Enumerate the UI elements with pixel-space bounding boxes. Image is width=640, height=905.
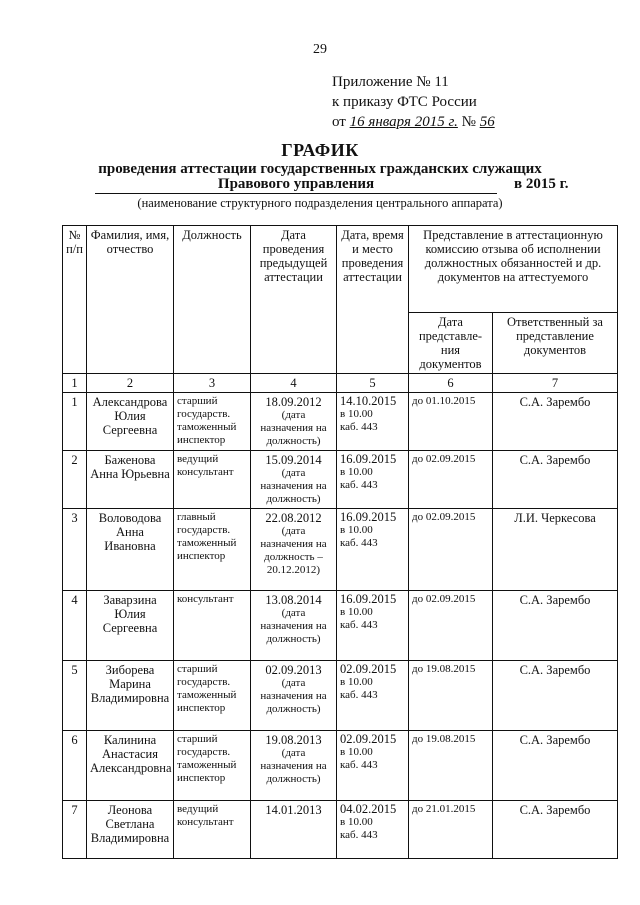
page-number: 29 bbox=[313, 42, 327, 57]
employee-position: консультант bbox=[174, 591, 251, 661]
employee-position: ведущий консультант bbox=[174, 801, 251, 859]
column-number: 7 bbox=[493, 374, 618, 393]
previous-attestation-note: (дата назначения на должность) bbox=[260, 409, 327, 447]
row-number: 1 bbox=[63, 393, 87, 451]
attestation-time: в 10.00 bbox=[340, 408, 373, 420]
annex-line-3 bbox=[332, 112, 531, 132]
responsible-person: С.А. Зарембо bbox=[493, 731, 618, 801]
row-number: 3 bbox=[63, 509, 87, 591]
header-position: Должность bbox=[174, 226, 251, 374]
header-name: Фамилия, имя, отчество bbox=[87, 226, 174, 374]
attestation-place: каб. 443 bbox=[340, 619, 378, 631]
employee-position: старший государств. таможенный инспектор bbox=[174, 661, 251, 731]
row-number: 4 bbox=[63, 591, 87, 661]
responsible-person: С.А. Зарембо bbox=[493, 393, 618, 451]
previous-attestation-note: (дата назначения на должность) bbox=[260, 607, 327, 645]
attestation-place: каб. 443 bbox=[340, 829, 378, 841]
attestation-place: каб. 443 bbox=[340, 421, 378, 433]
attestation-schedule-table bbox=[62, 225, 618, 859]
submission-date: до 02.09.2015 bbox=[409, 451, 493, 509]
employee-position: главный государств. таможенный инспектор bbox=[174, 509, 251, 591]
previous-attestation-date: 18.09.2012 bbox=[265, 395, 322, 409]
submission-date: до 02.09.2015 bbox=[409, 591, 493, 661]
annex-number-label: № bbox=[461, 114, 476, 130]
header-prev-date: Дата проведения предыдущей аттестации bbox=[251, 226, 337, 374]
attestation-date: 02.09.2015 bbox=[340, 732, 397, 746]
table-row bbox=[63, 661, 618, 731]
document-title: ГРАФИК bbox=[281, 140, 359, 160]
responsible-person: С.А. Зарембо bbox=[493, 661, 618, 731]
attestation-date: 14.10.2015 bbox=[340, 394, 397, 408]
table-header-row bbox=[63, 226, 618, 313]
department-note: (наименование структурного подразделения центрального аппарата) bbox=[137, 196, 503, 210]
submission-date: до 19.08.2015 bbox=[409, 661, 493, 731]
attestation-date: 16.09.2015 bbox=[340, 452, 397, 466]
document-year: в 2015 г. bbox=[514, 176, 569, 192]
annex-block bbox=[332, 72, 531, 132]
table-body bbox=[63, 393, 618, 859]
attestation-date: 16.09.2015 bbox=[340, 510, 397, 524]
column-number: 3 bbox=[174, 374, 251, 393]
employee-name: Зиборева Марина Владимировна bbox=[87, 661, 174, 731]
previous-attestation-note: (дата назначения на должность) bbox=[260, 747, 327, 785]
header-num: № п/п bbox=[63, 226, 87, 374]
previous-attestation-date: 15.09.2014 bbox=[265, 453, 322, 467]
table-row bbox=[63, 509, 618, 591]
submission-date: до 01.10.2015 bbox=[409, 393, 493, 451]
attestation-place: каб. 443 bbox=[340, 479, 378, 491]
responsible-person: Л.И. Черкесова bbox=[493, 509, 618, 591]
previous-attestation-note: (дата назначения на должность – 20.12.2012) bbox=[260, 525, 327, 576]
attestation-date: 04.02.2015 bbox=[340, 802, 397, 816]
column-number: 5 bbox=[337, 374, 409, 393]
document-subtitle: проведения аттестации государственных гражданских служащих bbox=[98, 161, 542, 177]
annex-line-2: к приказу ФТС России bbox=[332, 94, 477, 110]
submission-date: до 02.09.2015 bbox=[409, 509, 493, 591]
attestation-time: в 10.00 bbox=[340, 676, 373, 688]
employee-name: Леонова Светлана Владимировна bbox=[87, 801, 174, 859]
attestation-place: каб. 443 bbox=[340, 689, 378, 701]
row-number: 5 bbox=[63, 661, 87, 731]
previous-attestation-note: (дата назначения на должность) bbox=[260, 677, 327, 715]
header-datetime-place: Дата, время и место проведения аттестации bbox=[337, 226, 409, 374]
column-number: 6 bbox=[409, 374, 493, 393]
annex-number: 56 bbox=[479, 114, 495, 130]
header-submission: Представление в аттестационную комиссию отзыва об исполнении должностных обязанностей и др. документов на аттестуемого bbox=[409, 226, 618, 313]
employee-name: Баженова Анна Юрьевна bbox=[87, 451, 174, 509]
column-number-row bbox=[63, 374, 618, 393]
previous-attestation-date: 22.08.2012 bbox=[265, 511, 322, 525]
header-sub-date: Дата представле-ния документов bbox=[409, 313, 493, 374]
employee-position: ведущий консультант bbox=[174, 451, 251, 509]
annex-line-1: Приложение № 11 bbox=[332, 74, 449, 90]
employee-name: Воловодова Анна Ивановна bbox=[87, 509, 174, 591]
previous-attestation-date: 19.08.2013 bbox=[265, 733, 322, 747]
attestation-time: в 10.00 bbox=[340, 746, 373, 758]
submission-date: до 21.01.2015 bbox=[409, 801, 493, 859]
table-row bbox=[63, 801, 618, 859]
table-row bbox=[63, 393, 618, 451]
attestation-time: в 10.00 bbox=[340, 816, 373, 828]
previous-attestation-date: 13.08.2014 bbox=[265, 593, 322, 607]
attestation-time: в 10.00 bbox=[340, 524, 373, 536]
column-number: 4 bbox=[251, 374, 337, 393]
column-number: 1 bbox=[63, 374, 87, 393]
attestation-place: каб. 443 bbox=[340, 759, 378, 771]
attestation-date: 16.09.2015 bbox=[340, 592, 397, 606]
responsible-person: С.А. Зарембо bbox=[493, 451, 618, 509]
row-number: 7 bbox=[63, 801, 87, 859]
table-row bbox=[63, 451, 618, 509]
annex-date: 16 января 2015 г. bbox=[349, 114, 458, 130]
previous-attestation-note: (дата назначения на должность) bbox=[260, 467, 327, 505]
employee-name: Калинина Анастасия Александровна bbox=[87, 731, 174, 801]
previous-attestation-date: 02.09.2013 bbox=[265, 663, 322, 677]
attestation-time: в 10.00 bbox=[340, 606, 373, 618]
responsible-person: С.А. Зарембо bbox=[493, 591, 618, 661]
header-sub-responsible: Ответственный за представление документов bbox=[493, 313, 618, 374]
attestation-time: в 10.00 bbox=[340, 466, 373, 478]
employee-position: старший государств. таможенный инспектор bbox=[174, 393, 251, 451]
attestation-date: 02.09.2015 bbox=[340, 662, 397, 676]
annex-from-label: от bbox=[332, 114, 346, 130]
employee-position: старший государств. таможенный инспектор bbox=[174, 731, 251, 801]
row-number: 2 bbox=[63, 451, 87, 509]
attestation-place: каб. 443 bbox=[340, 537, 378, 549]
table-row bbox=[63, 591, 618, 661]
department-name: Правового управления bbox=[95, 176, 497, 194]
previous-attestation-date: 14.01.2013 bbox=[265, 803, 322, 817]
employee-name: Заварзина Юлия Сергеевна bbox=[87, 591, 174, 661]
row-number: 6 bbox=[63, 731, 87, 801]
table-row bbox=[63, 731, 618, 801]
column-number: 2 bbox=[87, 374, 174, 393]
employee-name: Александрова Юлия Сергеевна bbox=[87, 393, 174, 451]
submission-date: до 19.08.2015 bbox=[409, 731, 493, 801]
responsible-person: С.А. Зарембо bbox=[493, 801, 618, 859]
